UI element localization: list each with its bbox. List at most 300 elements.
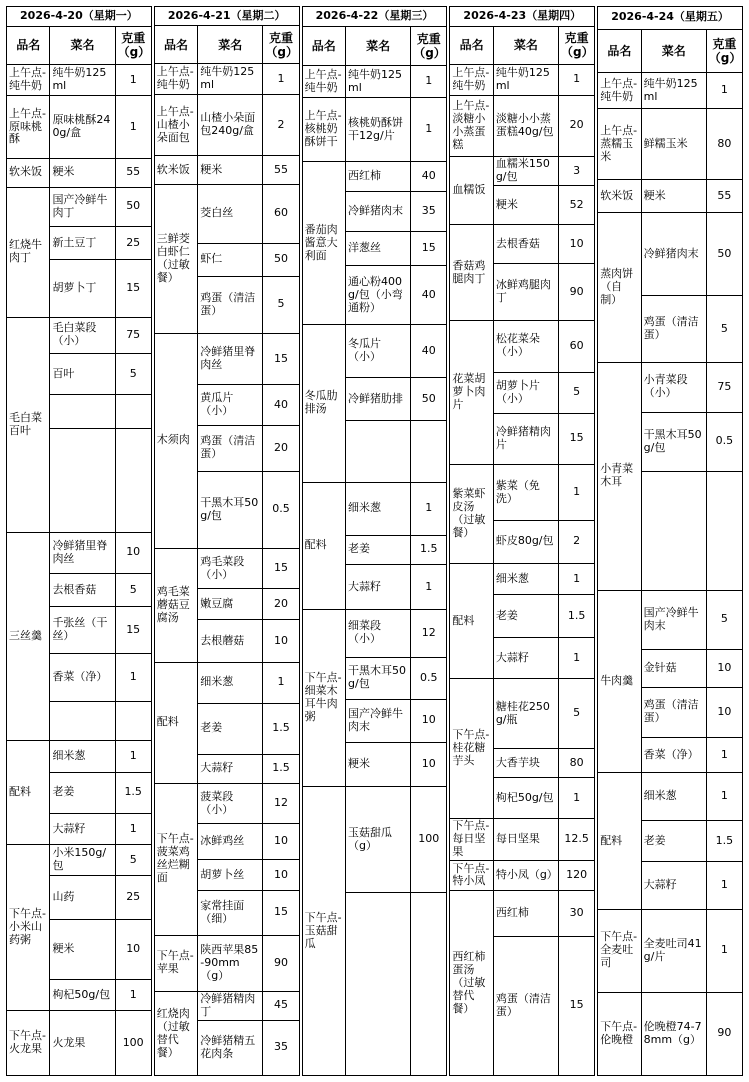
ingredient-weight: 120 (558, 860, 594, 891)
day-date: 2026-4-22（星期三） (302, 7, 447, 27)
ingredient-weight: 5 (115, 353, 151, 395)
ingredient-weight: 5 (706, 590, 742, 649)
ingredient-name: 国产冷鲜牛肉丁 (50, 187, 115, 226)
dish-name: 下午点-苹果 (154, 935, 197, 991)
ingredient-weight: 1 (706, 737, 742, 773)
ingredient-weight: 80 (558, 749, 594, 778)
table-row (154, 935, 299, 991)
ingredient-weight (115, 428, 151, 532)
ingredient-name: 家常挂面（细） (198, 890, 263, 935)
ingredient-weight: 50 (706, 213, 742, 296)
dish-name: 花菜胡萝卜肉片 (450, 321, 493, 465)
table-row (450, 225, 595, 264)
ingredient-weight: 90 (263, 935, 299, 991)
ingredient-weight: 12 (263, 783, 299, 824)
ingredient-name: 大蒜籽 (198, 755, 263, 784)
dish-name: 下午点-桂花糖芋头 (450, 679, 493, 819)
table-row (302, 98, 447, 162)
ingredient-name: 金针菇 (641, 650, 706, 688)
ingredient-name: 大蒜籽 (493, 638, 558, 679)
ingredient-name: 纯牛奶125ml (50, 65, 115, 96)
ingredient-name: 老姜 (198, 703, 263, 754)
ingredient-name: 纯牛奶125ml (346, 66, 411, 98)
ingredient-weight: 1 (115, 65, 151, 96)
ingredient-name: 国产冷鲜牛肉末 (346, 700, 411, 742)
table-row (302, 325, 447, 378)
ingredient-name: 冷鲜猪精肉丁 (198, 992, 263, 1021)
ingredient-weight: 10 (263, 824, 299, 860)
dish-name: 软米饭 (7, 158, 50, 187)
dish-name: 上午点-淡糖小小蒸蛋糕 (450, 95, 493, 157)
dish-name: 配料 (154, 663, 197, 784)
ingredient-name: 淡糖小小蒸蛋糕40g/包 (493, 95, 558, 157)
table-row (154, 184, 299, 243)
ingredient-name (641, 472, 706, 591)
table-row (7, 741, 152, 772)
menu-table (449, 6, 595, 1076)
dish-name: 下午点-火龙果 (7, 1011, 50, 1076)
column-header-item: 品名 (598, 29, 641, 73)
ingredient-weight: 10 (263, 620, 299, 663)
ingredient-weight: 50 (115, 187, 151, 226)
ingredient-weight: 50 (263, 244, 299, 277)
dish-name: 番茄肉酱意大利面 (302, 161, 345, 324)
menu-table (597, 6, 743, 1076)
table-row (450, 95, 595, 157)
dish-name: 上午点-纯牛奶 (598, 73, 641, 109)
table-row (450, 679, 595, 749)
table-row (598, 362, 743, 412)
ingredient-weight: 25 (115, 876, 151, 920)
ingredient-weight: 20 (263, 589, 299, 620)
table-row (598, 992, 743, 1075)
ingredient-weight: 1 (558, 64, 594, 95)
table-row (7, 845, 152, 876)
dish-name: 牛肉羹 (598, 590, 641, 773)
dish-name: 三丝羹 (7, 532, 50, 741)
ingredient-name: 细米葱 (641, 773, 706, 820)
ingredient-weight: 15 (115, 607, 151, 654)
ingredient-name: 冷鲜猪肋排 (346, 378, 411, 420)
table-row (598, 909, 743, 992)
dish-name: 下午点-全麦吐司 (598, 909, 641, 992)
ingredient-name: 大蒜籽 (50, 814, 115, 845)
ingredient-name: 西红柿 (493, 891, 558, 936)
ingredient-weight: 15 (263, 548, 299, 589)
ingredient-name: 新土豆丁 (50, 227, 115, 260)
ingredient-name: 小米150g/包 (50, 845, 115, 876)
ingredient-name: 国产冷鲜牛肉末 (641, 590, 706, 649)
ingredient-weight: 12 (411, 609, 447, 657)
dish-name: 下午点-玉菇甜瓜 (302, 787, 345, 1076)
ingredient-name: 冷鲜猪精五花肉条 (198, 1020, 263, 1075)
ingredient-weight: 5 (263, 276, 299, 333)
ingredient-weight: 1 (411, 66, 447, 98)
ingredient-name: 山药 (50, 876, 115, 920)
ingredient-weight: 80 (706, 109, 742, 180)
ingredient-weight: 1.5 (706, 820, 742, 862)
ingredient-weight: 10 (263, 860, 299, 891)
column-header-item: 品名 (7, 26, 50, 64)
dish-name: 下午点-细菜木耳牛肉粥 (302, 609, 345, 786)
ingredient-name: 老姜 (641, 820, 706, 862)
ingredient-name: 百叶 (50, 353, 115, 395)
table-row (450, 465, 595, 521)
table-row (302, 161, 447, 191)
ingredient-name: 血糯米150g/包 (493, 157, 558, 186)
ingredient-weight: 1 (263, 64, 299, 95)
dish-name: 冬瓜肋排汤 (302, 325, 345, 482)
ingredient-weight: 1 (558, 778, 594, 819)
ingredient-weight: 1 (706, 862, 742, 909)
table-row (450, 860, 595, 891)
ingredient-weight: 75 (706, 362, 742, 412)
ingredient-weight: 1.5 (263, 755, 299, 784)
dish-name: 配料 (7, 741, 50, 845)
ingredient-name: 香菜（净） (50, 654, 115, 702)
ingredient-weight: 15 (263, 890, 299, 935)
table-row (302, 482, 447, 535)
ingredient-name: 虾皮80g/包 (493, 520, 558, 563)
ingredient-name: 菠菜段（小） (198, 783, 263, 824)
dish-name: 上午点-纯牛奶 (450, 64, 493, 95)
table-row (154, 94, 299, 155)
ingredient-name: 冰鲜鸡腿肉丁 (493, 264, 558, 321)
menu-table (6, 6, 152, 1076)
ingredient-name: 小青菜段（小） (641, 362, 706, 412)
table-row (598, 180, 743, 213)
ingredient-weight: 1 (411, 565, 447, 610)
ingredient-name (50, 428, 115, 532)
table-row (7, 532, 152, 574)
ingredient-weight: 40 (411, 161, 447, 191)
ingredient-name: 枸杞50g/包 (493, 778, 558, 819)
day-column (302, 6, 448, 1076)
dish-name: 血糯饭 (450, 157, 493, 225)
ingredient-name: 冬瓜片（小） (346, 325, 411, 378)
ingredient-name: 粳米 (641, 180, 706, 213)
table-row (302, 787, 447, 893)
day-column (154, 6, 300, 1076)
ingredient-weight: 1.5 (263, 703, 299, 754)
ingredient-name: 松花菜朵（小） (493, 321, 558, 372)
ingredient-weight: 90 (706, 992, 742, 1075)
ingredient-name: 纯牛奶125ml (641, 73, 706, 109)
ingredient-name: 鸡蛋（清洁蛋） (198, 276, 263, 333)
ingredient-weight: 5 (558, 372, 594, 413)
ingredient-weight: 1.5 (411, 535, 447, 565)
ingredient-name: 冷鲜猪肉末 (346, 191, 411, 231)
column-header-item: 品名 (450, 26, 493, 64)
table-row (154, 783, 299, 824)
ingredient-name: 毛白菜段（小） (50, 317, 115, 353)
ingredient-weight: 0.5 (706, 412, 742, 471)
ingredient-name: 干黑木耳50g/包 (346, 657, 411, 699)
ingredient-weight (411, 893, 447, 1076)
ingredient-weight: 1.5 (558, 594, 594, 637)
ingredient-name (346, 420, 411, 482)
ingredient-name: 粳米 (50, 919, 115, 979)
ingredient-name: 冷鲜猪里脊肉丝 (198, 333, 263, 384)
ingredient-name: 玉菇甜瓜（g） (346, 787, 411, 893)
ingredient-weight: 1 (115, 814, 151, 845)
dish-name: 紫菜虾皮汤（过敏餐） (450, 465, 493, 564)
dish-name: 上午点-纯牛奶 (302, 66, 345, 98)
table-row (7, 65, 152, 96)
ingredient-weight: 55 (706, 180, 742, 213)
weekly-menu (6, 6, 743, 1076)
ingredient-weight: 100 (115, 1011, 151, 1076)
ingredient-weight: 60 (263, 184, 299, 243)
table-row (450, 321, 595, 372)
ingredient-name: 去根香菇 (50, 574, 115, 607)
column-header-weight: 克重（g） (558, 26, 594, 64)
ingredient-weight: 5 (706, 296, 742, 362)
dish-name: 毛白菜百叶 (7, 317, 50, 532)
ingredient-weight: 10 (115, 532, 151, 574)
ingredient-weight: 15 (558, 936, 594, 1075)
table-row (450, 64, 595, 95)
ingredient-weight: 1 (558, 564, 594, 595)
column-header-ingredient: 菜名 (346, 27, 411, 66)
ingredient-name: 鲜糯玉米 (641, 109, 706, 180)
ingredient-name: 洋葱丝 (346, 232, 411, 266)
ingredient-weight: 5 (558, 679, 594, 749)
table-row (598, 109, 743, 180)
column-header-weight: 克重（g） (411, 27, 447, 66)
day-column (6, 6, 152, 1076)
ingredient-name: 粳米 (198, 156, 263, 185)
table-row (154, 156, 299, 185)
ingredient-name: 陕西苹果85-90mm（g） (198, 935, 263, 991)
dish-name: 上午点-原味桃酥 (7, 96, 50, 158)
dish-name: 上午点-蒸糯玉米 (598, 109, 641, 180)
dish-name: 软米饭 (154, 156, 197, 185)
ingredient-weight: 15 (263, 333, 299, 384)
ingredient-weight: 0.5 (411, 657, 447, 699)
column-header-weight: 克重（g） (263, 26, 299, 64)
ingredient-weight: 1 (115, 96, 151, 158)
dish-name: 鸡毛菜蘑菇豆腐汤 (154, 548, 197, 662)
dish-name: 配料 (598, 773, 641, 909)
table-row (598, 773, 743, 820)
ingredient-weight: 55 (263, 156, 299, 185)
ingredient-name: 粳米 (50, 158, 115, 187)
ingredient-weight: 1 (706, 909, 742, 992)
day-date: 2026-4-20（星期一） (7, 7, 152, 27)
table-row (154, 663, 299, 704)
ingredient-name: 黄瓜片（小） (198, 385, 263, 426)
ingredient-name: 细米葱 (493, 564, 558, 595)
column-header-item: 品名 (154, 26, 197, 64)
ingredient-name: 细米葱 (198, 663, 263, 704)
ingredient-name: 大香芋块 (493, 749, 558, 778)
ingredient-weight: 45 (263, 992, 299, 1021)
ingredient-name: 老姜 (346, 535, 411, 565)
ingredient-name: 嫩豆腐 (198, 589, 263, 620)
ingredient-name: 细米葱 (50, 741, 115, 772)
day-column (449, 6, 595, 1076)
ingredient-name: 纯牛奶125ml (198, 64, 263, 95)
ingredient-weight: 40 (411, 265, 447, 324)
ingredient-weight: 10 (706, 650, 742, 688)
ingredient-name: 去根蘑菇 (198, 620, 263, 663)
ingredient-name: 冰鲜鸡丝 (198, 824, 263, 860)
ingredient-weight: 50 (411, 378, 447, 420)
table-row (302, 609, 447, 657)
dish-name: 红烧牛肉丁 (7, 187, 50, 317)
column-header-ingredient: 菜名 (50, 26, 115, 64)
menu-table (302, 6, 448, 1076)
ingredient-weight: 1 (115, 980, 151, 1011)
ingredient-weight: 30 (558, 891, 594, 936)
ingredient-weight (115, 701, 151, 740)
ingredient-weight: 1 (263, 663, 299, 704)
ingredient-weight: 10 (411, 742, 447, 787)
ingredient-weight: 10 (411, 700, 447, 742)
ingredient-name: 核桃奶酥饼干12g/片 (346, 98, 411, 162)
ingredient-name (50, 395, 115, 428)
dish-name: 软米饭 (598, 180, 641, 213)
day-column (597, 6, 743, 1076)
ingredient-name: 火龙果 (50, 1011, 115, 1076)
dish-name: 香菇鸡腿肉丁 (450, 225, 493, 321)
ingredient-name: 大蒜籽 (346, 565, 411, 610)
ingredient-weight: 10 (115, 919, 151, 979)
ingredient-weight: 0.5 (263, 471, 299, 548)
ingredient-name: 纯牛奶125ml (493, 64, 558, 95)
table-row (154, 64, 299, 95)
ingredient-name: 大蒜籽 (641, 862, 706, 909)
ingredient-weight: 40 (263, 385, 299, 426)
table-row (598, 73, 743, 109)
ingredient-name: 冷鲜猪精肉片 (493, 413, 558, 464)
table-row (7, 317, 152, 353)
ingredient-name: 胡萝卜丁 (50, 260, 115, 317)
ingredient-name: 枸杞50g/包 (50, 980, 115, 1011)
dish-name: 配料 (302, 482, 345, 609)
ingredient-name: 鸡蛋（清洁蛋） (641, 687, 706, 737)
ingredient-weight: 5 (115, 574, 151, 607)
day-date: 2026-4-21（星期二） (154, 7, 299, 26)
ingredient-name (346, 893, 411, 1076)
ingredient-name: 细米葱 (346, 482, 411, 535)
ingredient-name: 虾仁 (198, 244, 263, 277)
ingredient-name: 伦晚橙74-78mm（g） (641, 992, 706, 1075)
table-row (450, 157, 595, 186)
ingredient-weight: 15 (115, 260, 151, 317)
table-row (450, 891, 595, 936)
ingredient-weight: 35 (263, 1020, 299, 1075)
dish-name: 三鲜茭白虾仁（过敏餐） (154, 184, 197, 333)
ingredient-weight: 52 (558, 186, 594, 225)
dish-name: 下午点-伦晚橙 (598, 992, 641, 1075)
ingredient-weight: 25 (115, 227, 151, 260)
ingredient-name: 粳米 (346, 742, 411, 787)
ingredient-weight: 15 (411, 232, 447, 266)
table-row (154, 333, 299, 384)
ingredient-name: 全麦吐司41g/片 (641, 909, 706, 992)
ingredient-name: 胡萝卜片（小） (493, 372, 558, 413)
ingredient-weight: 55 (115, 158, 151, 187)
dish-name: 配料 (450, 564, 493, 679)
ingredient-name: 香菜（净） (641, 737, 706, 773)
ingredient-name: 干黑木耳50g/包 (198, 471, 263, 548)
ingredient-weight: 1 (558, 638, 594, 679)
dish-name: 上午点-核桃奶酥饼干 (302, 98, 345, 162)
ingredient-weight (411, 420, 447, 482)
table-row (7, 1011, 152, 1076)
column-header-ingredient: 菜名 (641, 29, 706, 73)
ingredient-name: 去根香菇 (493, 225, 558, 264)
table-row (450, 564, 595, 595)
dish-name: 木须肉 (154, 333, 197, 548)
table-row (598, 213, 743, 296)
ingredient-name (50, 701, 115, 740)
ingredient-name: 粳米 (493, 186, 558, 225)
menu-table (154, 6, 300, 1076)
dish-name: 上午点-纯牛奶 (154, 64, 197, 95)
day-date: 2026-4-23（星期四） (450, 7, 595, 27)
dish-name: 蒸肉饼（自制） (598, 213, 641, 362)
ingredient-weight: 20 (558, 95, 594, 157)
ingredient-weight: 5 (115, 845, 151, 876)
ingredient-weight: 40 (411, 325, 447, 378)
dish-name: 西红柿蛋汤（过敏替代餐） (450, 891, 493, 1076)
ingredient-weight: 90 (558, 264, 594, 321)
ingredient-name: 特小凤（g） (493, 860, 558, 891)
ingredient-name: 胡萝卜丝 (198, 860, 263, 891)
ingredient-weight: 12.5 (558, 819, 594, 860)
ingredient-name: 原味桃酥240g/盒 (50, 96, 115, 158)
ingredient-weight (706, 472, 742, 591)
table-row (7, 158, 152, 187)
ingredient-weight: 20 (263, 425, 299, 471)
ingredient-weight: 1 (115, 741, 151, 772)
column-header-ingredient: 菜名 (493, 26, 558, 64)
ingredient-name: 糖桂花250g/瓶 (493, 679, 558, 749)
table-row (598, 590, 743, 649)
dish-name: 小青菜木耳 (598, 362, 641, 590)
ingredient-weight: 1 (411, 482, 447, 535)
dish-name: 下午点-每日坚果 (450, 819, 493, 860)
ingredient-name: 千张丝（干丝） (50, 607, 115, 654)
dish-name: 下午点-菠菜鸡丝烂糊面 (154, 783, 197, 935)
ingredient-name: 干黑木耳50g/包 (641, 412, 706, 471)
column-header-ingredient: 菜名 (198, 26, 263, 64)
dish-name: 上午点-山楂小朵面包 (154, 94, 197, 155)
ingredient-name: 冷鲜猪肉末 (641, 213, 706, 296)
ingredient-weight: 1 (558, 465, 594, 521)
dish-name: 下午点-小米山药粥 (7, 845, 50, 1011)
ingredient-name: 冷鲜猪里脊肉丝 (50, 532, 115, 574)
ingredient-name: 鸡毛菜段（小） (198, 548, 263, 589)
ingredient-weight: 1 (706, 73, 742, 109)
ingredient-name: 通心粉400g/包（小弯通粉） (346, 265, 411, 324)
table-row (7, 96, 152, 158)
ingredient-weight: 1 (706, 773, 742, 820)
ingredient-weight: 1 (411, 98, 447, 162)
column-header-item: 品名 (302, 27, 345, 66)
ingredient-name: 鸡蛋（清洁蛋） (198, 425, 263, 471)
ingredient-weight: 35 (411, 191, 447, 231)
ingredient-name: 鸡蛋（清洁蛋） (493, 936, 558, 1075)
table-row (450, 819, 595, 860)
ingredient-name: 细菜段（小） (346, 609, 411, 657)
day-date: 2026-4-24（星期五） (598, 7, 743, 30)
ingredient-name: 西红柿 (346, 161, 411, 191)
ingredient-weight: 1.5 (115, 772, 151, 814)
